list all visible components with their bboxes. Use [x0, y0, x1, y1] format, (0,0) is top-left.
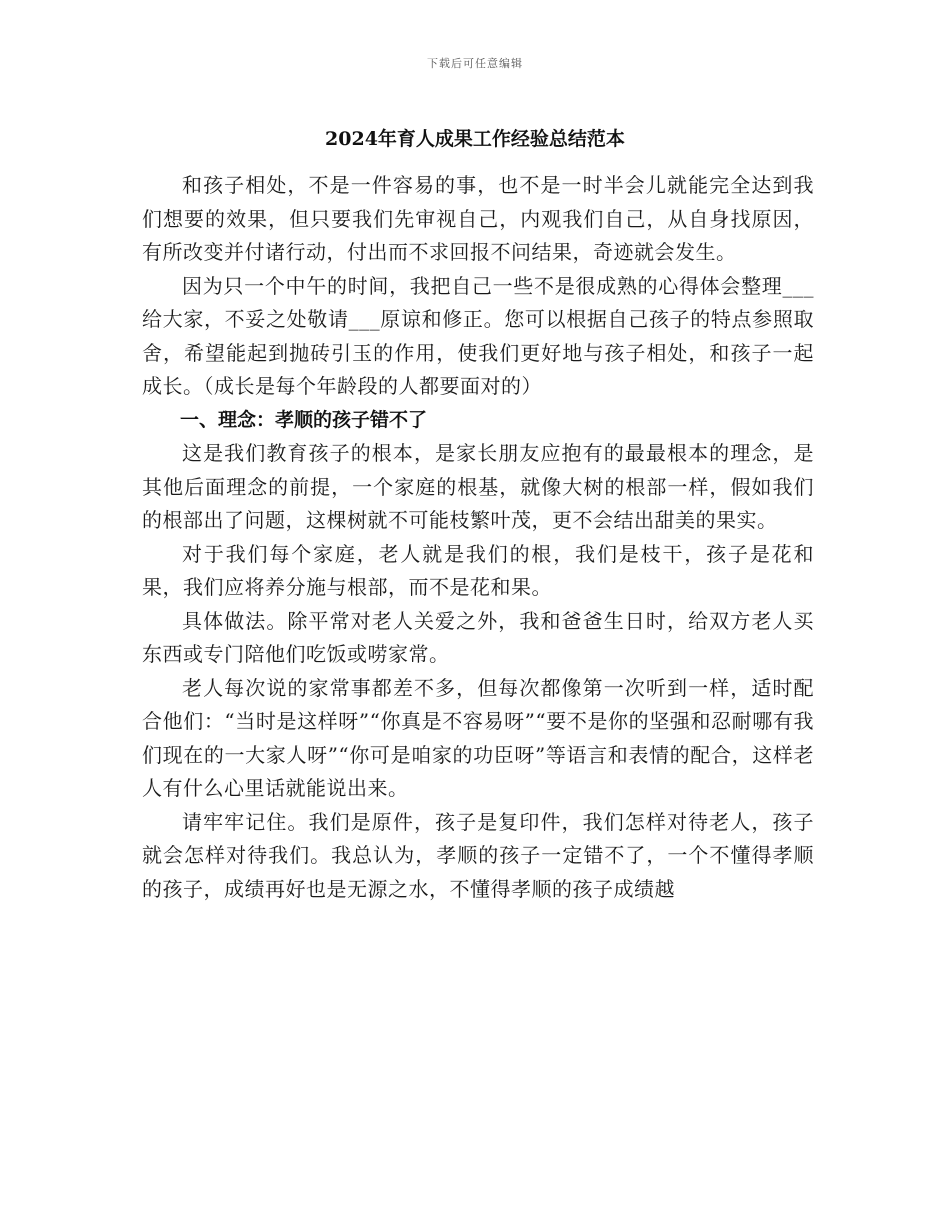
- section-heading-1: 一、理念：孝顺的孩子错不了: [180, 408, 428, 431]
- section1-paragraph-1: 这是我们教育孩子的根本，是家长朋友应抱有的最最根本的理念，是其他后面理念的前提，一个家庭的根基，就像大树的根部一样，假如我们的根部出了问题，这棵树就不可能枝繁叶茂，更不会结出甜美的果实。: [142, 441, 814, 532]
- section1-paragraph-3: 具体做法。除平常对老人关爱之外，我和爸爸生日时，给双方老人买东西或专门陪他们吃饭或唠家常。: [142, 608, 814, 666]
- header-note: 下载后可任意编辑: [427, 57, 523, 70]
- section1-paragraph-5: 请牢牢记住。我们是原件，孩子是复印件，我们怎样对待老人，孩子就会怎样对待我们。我总认为，孝顺的孩子一定错不了，一个不懂得孝顺的孩子，成绩再好也是无源之水，不懂得孝顺的孩子成绩越: [142, 809, 814, 901]
- section1-paragraph-2: 对于我们每个家庭，老人就是我们的根，我们是枝干，孩子是花和果，我们应将养分施与根部，而不是花和果。: [142, 541, 814, 599]
- intro-paragraph-2: 因为只一个中午的时间，我把自己一些不是很成熟的心得体会整理___给大家，不妥之处敬请___原谅和修正。您可以根据自己孩子的特点参照取舍，希望能起到抛砖引玉的作用，使我们更好地与孩子相处，和孩子一起成长。（成长是每个年龄段的人都要面对的）: [142, 273, 814, 398]
- document-body: [142, 169, 814, 906]
- intro-paragraph-1: 和孩子相处，不是一件容易的事，也不是一时半会儿就能完全达到我们想要的效果，但只要我们先审视自己，内观我们自己，从自身找原因，有所改变并付诸行动，付出而不求回报不问结果，奇迹就会发生。: [142, 173, 814, 264]
- document-title: 2024年育人成果工作经验总结范本: [325, 128, 625, 150]
- section1-paragraph-4: 老人每次说的家常事都差不多，但每次都像第一次听到一样，适时配合他们：“当时是这样呀”“你真是不容易呀”“要不是你的坚强和忍耐哪有我们现在的一大家人呀”“你可是咱家的功臣呀”等语言和表情的配合，这样老人有什么心里话就能说出来。: [142, 675, 814, 800]
